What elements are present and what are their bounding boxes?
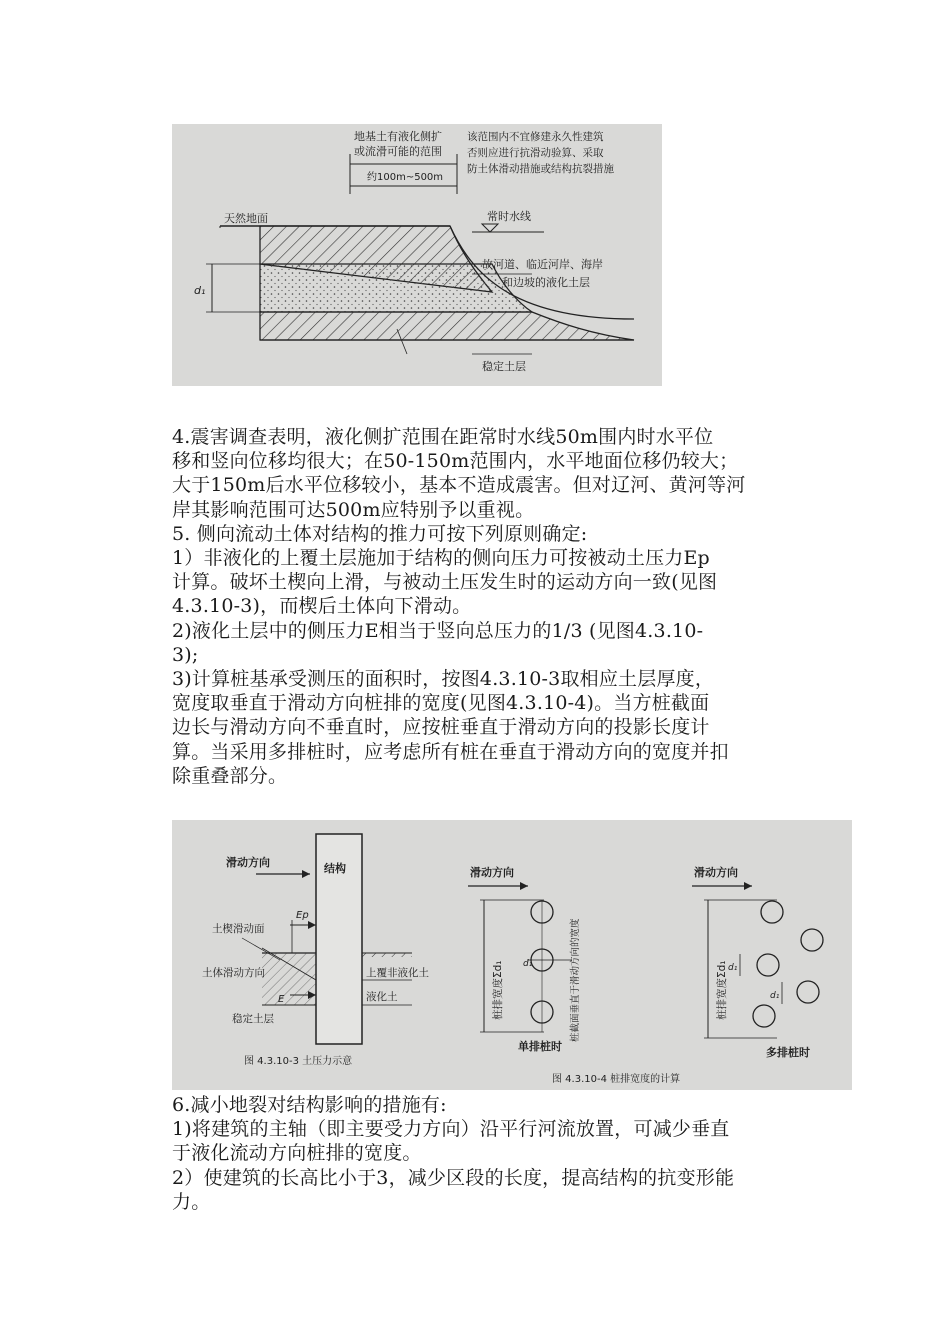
fig2-left-e: E (278, 994, 285, 1005)
text-line: 宽度取垂直于滑动方向桩排的宽度(见图4.3.10-4)。当方桩截面 (172, 692, 710, 715)
text-line: 3); (172, 643, 199, 666)
fig1-note-1: 该范围内不宜修建永久性建筑 (467, 131, 604, 143)
fig2-left-ep: Ep (296, 910, 309, 921)
fig1-label-water: 常时水线 (487, 210, 531, 223)
text-line: 边长与滑动方向不垂直时，应按桩垂直于滑动方向的投影长度计 (172, 716, 710, 739)
text-line: 于液化流动方向桩排的宽度。 (172, 1142, 422, 1165)
fig2-right-d1-c: d₁ (770, 991, 780, 1001)
text-line: 岸其影响范围可达500m应特别予以重视。 (172, 498, 535, 521)
fig2-right-multi: 多排桩时 (766, 1046, 810, 1059)
figure-pile-pressure-drawing (172, 820, 852, 1090)
fig1-label-stable: 稳定土层 (482, 360, 526, 373)
fig1-label-range-2: 或流滑可能的范围 (354, 145, 442, 158)
fig1-label-distance: 约100m~500m (367, 172, 444, 183)
text-line: 力。 (172, 1190, 211, 1213)
text-line: 4.震害调查表明，液化侧扩范围在距常时水线50m围内时水平位 (172, 426, 714, 448)
fig2-left-sliding-dir: 滑动方向 (226, 856, 270, 869)
text-line: 1)将建筑的主轴（即主要受力方向）沿平行河流放置，可减少垂直 (172, 1118, 730, 1141)
fig2-right-d1-b: d₁ (728, 963, 738, 973)
fig2-left-caption: 图 4.3.10-3 土压力示意 (244, 1056, 353, 1067)
figure-pile-pressure (172, 820, 852, 1090)
text-line: 4.3.10-3)，而楔后土体向下滑动。 (172, 595, 472, 618)
text-line: 大于150m后水平位移较小，基本不造成震害。但对辽河、黄河等河 (172, 474, 746, 497)
fig1-label-river-1: 故河道、临近河岸、海岸 (482, 258, 603, 271)
text-line: 移和竖向位移均很大；在50-150m范围内，水平地面位移仍较大； (172, 450, 739, 473)
fig2-right-d1-a: d₁ (523, 959, 533, 969)
fig1-label-range-1: 地基土有液化侧扩 (354, 130, 442, 143)
text-block-1 (172, 425, 812, 788)
fig2-left-structure: 结构 (324, 862, 346, 875)
fig2-left-stable: 稳定土层 (232, 1013, 274, 1025)
fig1-note-3: 防土体滑动措施或结构抗裂措施 (467, 163, 614, 175)
text-line: 5. 侧向流动土体对结构的推力可按下列原则确定: (172, 522, 588, 545)
fig2-left-wedge: 土楔滑动面 (212, 923, 265, 935)
text-line: 除重叠部分。 (172, 764, 288, 787)
fig1-label-thickness: d₁ (194, 284, 206, 297)
text-line: 1）非液化的上覆土层施加于结构的侧向压力可按被动土压力Ep (172, 547, 710, 570)
text-line: 3)计算桩基承受测压的面积时，按图4.3.10-3取相应土层厚度， (172, 668, 715, 691)
text-block-2 (172, 1093, 812, 1214)
text-line: 6.减小地裂对结构影响的措施有: (172, 1094, 447, 1116)
fig1-label-ground: 天然地面 (224, 212, 268, 225)
figure-lateral-spread-drawing (172, 124, 662, 386)
fig2-right-width-1: 桩排宽度Σd₁ (492, 960, 504, 1020)
fig2-right-caption: 图 4.3.10-4 桩排宽度的计算 (552, 1074, 681, 1085)
text-line: 2)液化土层中的侧压力E相当于竖向总压力的1/3 (见图4.3.10- (172, 619, 704, 642)
fig2-right-perp: 桩截面垂直于滑动方向的宽度 (570, 918, 581, 1042)
fig2-right-sliding-dir-2: 滑动方向 (694, 866, 738, 879)
text-line: 算。当采用多排桩时，应考虑所有桩在垂直于滑动方向的宽度并扣 (172, 740, 729, 763)
fig2-left-liquefied: 液化土 (366, 991, 398, 1003)
fig1-note-2: 否则应进行抗滑动验算、采取 (467, 147, 604, 159)
fig2-right-width-2: 桩排宽度Σd₁ (716, 960, 728, 1020)
figure-lateral-spread (172, 124, 662, 386)
text-line: 2）使建筑的长高比小于3，减少区段的长度，提高结构的抗变形能 (172, 1166, 735, 1189)
fig2-right-sliding-dir-1: 滑动方向 (470, 866, 514, 879)
fig2-left-upper: 上覆非液化土 (366, 967, 429, 979)
fig2-right-single: 单排桩时 (518, 1040, 562, 1053)
fig1-label-river-2: 和边坡的液化土层 (502, 276, 590, 289)
fig2-left-soil-dir: 土体滑动方向 (202, 967, 265, 979)
text-line: 计算。破坏土楔向上滑，与被动土压发生时的运动方向一致(见图 (172, 571, 718, 594)
